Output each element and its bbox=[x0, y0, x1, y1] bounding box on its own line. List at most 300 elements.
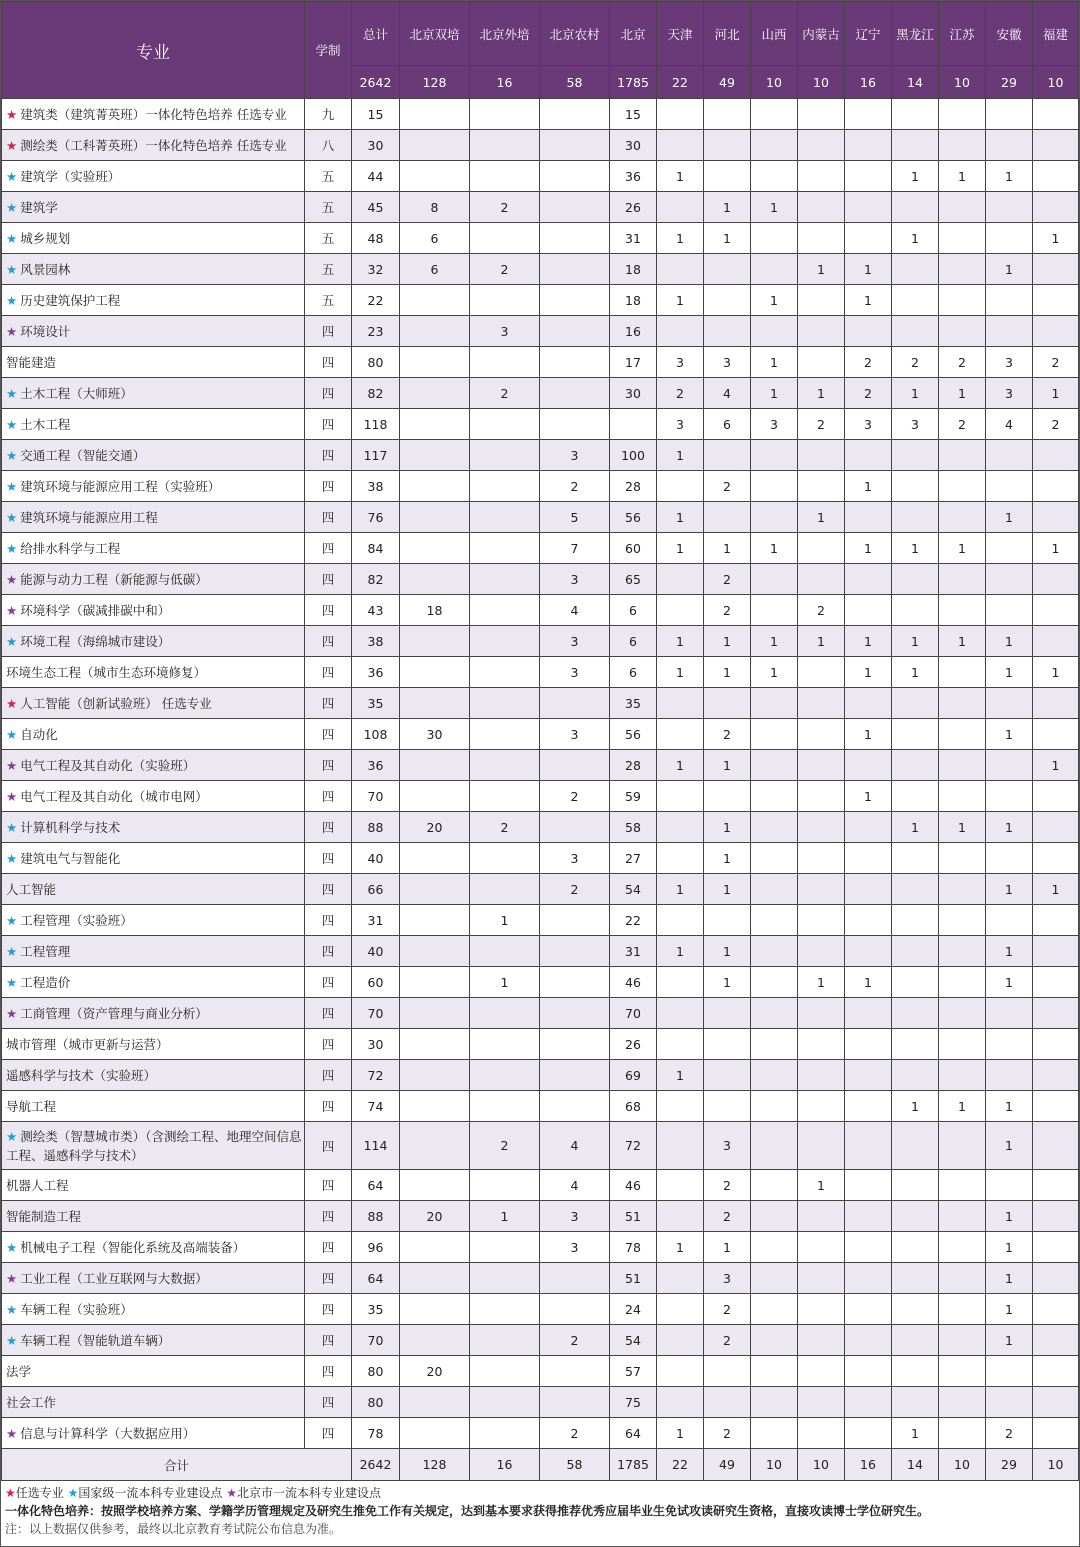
count-cell bbox=[939, 99, 986, 130]
major-name: 智能建造 bbox=[6, 354, 57, 370]
count-cell: 3 bbox=[540, 440, 610, 471]
count-cell: 2 bbox=[470, 192, 540, 223]
table-row bbox=[2, 285, 1079, 316]
major-name: 机器人工程 bbox=[6, 1177, 69, 1193]
count-cell bbox=[540, 998, 610, 1029]
count-cell bbox=[892, 781, 939, 812]
blue-star-icon: ★ bbox=[6, 819, 18, 835]
count-cell bbox=[892, 130, 939, 161]
table-row bbox=[2, 1387, 1079, 1418]
count-cell: 64 bbox=[352, 1170, 400, 1201]
table-row bbox=[2, 254, 1079, 285]
count-cell: 1 bbox=[892, 1418, 939, 1449]
count-cell: 56 bbox=[610, 719, 657, 750]
table-row bbox=[2, 471, 1079, 502]
count-cell bbox=[751, 1356, 798, 1387]
major-name: 法学 bbox=[6, 1363, 32, 1379]
count-cell: 3 bbox=[986, 347, 1033, 378]
table-row bbox=[2, 874, 1079, 905]
count-cell bbox=[892, 316, 939, 347]
major-name: 测绘类（智慧城市类）（含测绘工程、地理空间信息工程、遥感科学与技术） bbox=[6, 1128, 302, 1163]
count-cell: 84 bbox=[352, 533, 400, 564]
count-cell bbox=[1033, 812, 1079, 843]
count-cell: 2 bbox=[939, 347, 986, 378]
purple-star-icon: ★ bbox=[6, 602, 18, 618]
count-cell bbox=[986, 750, 1033, 781]
count-cell: 4 bbox=[540, 1122, 610, 1170]
count-cell bbox=[986, 843, 1033, 874]
count-cell: 18 bbox=[400, 595, 470, 626]
header-col: 河北 bbox=[704, 2, 751, 66]
count-cell bbox=[400, 440, 470, 471]
count-cell bbox=[892, 471, 939, 502]
duration-cell: 四 bbox=[305, 316, 352, 347]
count-cell bbox=[892, 1060, 939, 1091]
table-row bbox=[2, 1029, 1079, 1060]
count-cell bbox=[1033, 1356, 1079, 1387]
count-cell: 1 bbox=[845, 967, 892, 998]
count-cell bbox=[798, 1325, 845, 1356]
count-cell: 2 bbox=[657, 378, 704, 409]
count-cell bbox=[540, 347, 610, 378]
blue-star-icon: ★ bbox=[6, 292, 18, 308]
total-cell: 10 bbox=[1033, 1449, 1079, 1481]
blue-star-icon: ★ bbox=[6, 199, 18, 215]
count-cell bbox=[845, 595, 892, 626]
table-row bbox=[2, 1356, 1079, 1387]
count-cell bbox=[892, 936, 939, 967]
count-cell bbox=[751, 595, 798, 626]
table-row bbox=[2, 99, 1079, 130]
count-cell bbox=[400, 781, 470, 812]
table-row bbox=[2, 719, 1079, 750]
count-cell: 1 bbox=[751, 347, 798, 378]
count-cell: 8 bbox=[400, 192, 470, 223]
table-row bbox=[2, 657, 1079, 688]
count-cell bbox=[798, 316, 845, 347]
count-cell bbox=[751, 1201, 798, 1232]
duration-cell: 五 bbox=[305, 254, 352, 285]
count-cell bbox=[1033, 1170, 1079, 1201]
count-cell bbox=[1033, 626, 1079, 657]
duration-cell: 四 bbox=[305, 1029, 352, 1060]
count-cell: 1 bbox=[704, 874, 751, 905]
count-cell: 32 bbox=[352, 254, 400, 285]
count-cell bbox=[470, 347, 540, 378]
count-cell: 58 bbox=[610, 812, 657, 843]
count-cell bbox=[400, 1060, 470, 1091]
table-row bbox=[2, 936, 1079, 967]
count-cell bbox=[657, 1122, 704, 1170]
count-cell bbox=[939, 781, 986, 812]
count-cell bbox=[939, 1387, 986, 1418]
blue-star-icon: ★ bbox=[6, 974, 18, 990]
count-cell bbox=[939, 1356, 986, 1387]
count-cell bbox=[798, 533, 845, 564]
count-cell bbox=[939, 192, 986, 223]
count-cell bbox=[1033, 1294, 1079, 1325]
count-cell: 74 bbox=[352, 1091, 400, 1122]
header-col: 北京农村 bbox=[540, 2, 610, 66]
header-total: 16 bbox=[470, 66, 540, 99]
count-cell: 1 bbox=[751, 378, 798, 409]
count-cell: 108 bbox=[352, 719, 400, 750]
total-cell: 10 bbox=[751, 1449, 798, 1481]
table-row bbox=[2, 626, 1079, 657]
count-cell: 1 bbox=[704, 936, 751, 967]
blue-star-icon: ★ bbox=[6, 726, 18, 742]
count-cell: 1 bbox=[939, 812, 986, 843]
major-cell bbox=[2, 1356, 305, 1387]
count-cell bbox=[845, 440, 892, 471]
count-cell bbox=[892, 1122, 939, 1170]
count-cell: 3 bbox=[470, 316, 540, 347]
count-cell: 66 bbox=[352, 874, 400, 905]
count-cell bbox=[751, 1387, 798, 1418]
count-cell bbox=[845, 502, 892, 533]
major-name: 建筑学（实验班） bbox=[20, 168, 121, 184]
count-cell bbox=[657, 781, 704, 812]
count-cell bbox=[657, 719, 704, 750]
major-cell bbox=[2, 657, 305, 688]
count-cell: 2 bbox=[704, 1418, 751, 1449]
count-cell bbox=[704, 99, 751, 130]
count-cell bbox=[892, 285, 939, 316]
count-cell bbox=[845, 1091, 892, 1122]
count-cell bbox=[540, 905, 610, 936]
duration-cell: 四 bbox=[305, 1232, 352, 1263]
total-cell: 16 bbox=[845, 1449, 892, 1481]
count-cell bbox=[657, 843, 704, 874]
count-cell: 1 bbox=[986, 657, 1033, 688]
count-cell: 2 bbox=[540, 1325, 610, 1356]
major-cell bbox=[2, 1232, 305, 1263]
count-cell: 1 bbox=[657, 502, 704, 533]
header-total: 22 bbox=[657, 66, 704, 99]
count-cell bbox=[892, 1029, 939, 1060]
blue-star-icon: ★ bbox=[6, 261, 18, 277]
purple-star-icon: ★ bbox=[6, 1005, 18, 1021]
table-row bbox=[2, 750, 1079, 781]
duration-cell: 四 bbox=[305, 874, 352, 905]
count-cell bbox=[892, 440, 939, 471]
count-cell: 1 bbox=[704, 843, 751, 874]
count-cell: 1 bbox=[657, 533, 704, 564]
count-cell: 7 bbox=[540, 533, 610, 564]
count-cell: 2 bbox=[845, 378, 892, 409]
count-cell: 3 bbox=[540, 657, 610, 688]
count-cell: 1 bbox=[657, 440, 704, 471]
count-cell bbox=[845, 1418, 892, 1449]
count-cell: 2 bbox=[540, 781, 610, 812]
count-cell: 82 bbox=[352, 564, 400, 595]
count-cell: 31 bbox=[610, 223, 657, 254]
count-cell bbox=[892, 719, 939, 750]
count-cell bbox=[798, 812, 845, 843]
major-cell bbox=[2, 998, 305, 1029]
count-cell bbox=[892, 843, 939, 874]
count-cell: 56 bbox=[610, 502, 657, 533]
count-cell bbox=[657, 998, 704, 1029]
count-cell bbox=[986, 285, 1033, 316]
major-cell bbox=[2, 1294, 305, 1325]
count-cell: 1 bbox=[751, 285, 798, 316]
count-cell bbox=[845, 192, 892, 223]
count-cell bbox=[540, 1029, 610, 1060]
count-cell bbox=[798, 347, 845, 378]
total-cell: 14 bbox=[892, 1449, 939, 1481]
duration-cell: 四 bbox=[305, 378, 352, 409]
count-cell: 1 bbox=[657, 657, 704, 688]
count-cell: 1 bbox=[798, 967, 845, 998]
count-cell bbox=[798, 130, 845, 161]
major-name: 环境科学（碳减排碳中和） bbox=[20, 602, 171, 618]
count-cell: 64 bbox=[610, 1418, 657, 1449]
count-cell bbox=[751, 1060, 798, 1091]
count-cell bbox=[470, 657, 540, 688]
count-cell bbox=[704, 285, 751, 316]
count-cell: 1 bbox=[657, 285, 704, 316]
count-cell: 51 bbox=[610, 1201, 657, 1232]
count-cell: 2 bbox=[704, 1170, 751, 1201]
count-cell: 30 bbox=[352, 130, 400, 161]
count-cell bbox=[657, 99, 704, 130]
count-cell bbox=[704, 1091, 751, 1122]
count-cell: 1 bbox=[704, 657, 751, 688]
count-cell bbox=[798, 781, 845, 812]
duration-cell: 四 bbox=[305, 936, 352, 967]
count-cell bbox=[657, 595, 704, 626]
major-cell bbox=[2, 874, 305, 905]
table-row bbox=[2, 781, 1079, 812]
major-cell bbox=[2, 595, 305, 626]
count-cell: 3 bbox=[540, 843, 610, 874]
count-cell bbox=[400, 502, 470, 533]
count-cell: 1 bbox=[657, 936, 704, 967]
count-cell: 70 bbox=[352, 998, 400, 1029]
count-cell bbox=[751, 1029, 798, 1060]
count-cell bbox=[540, 161, 610, 192]
count-cell: 46 bbox=[610, 967, 657, 998]
blue-star-icon: ★ bbox=[6, 168, 18, 184]
duration-cell: 四 bbox=[305, 409, 352, 440]
legend-red: 任选专业 bbox=[15, 1486, 64, 1500]
count-cell: 54 bbox=[610, 874, 657, 905]
duration-cell: 四 bbox=[305, 1294, 352, 1325]
count-cell: 1 bbox=[1033, 874, 1079, 905]
count-cell bbox=[400, 1294, 470, 1325]
table-row bbox=[2, 1325, 1079, 1356]
count-cell bbox=[470, 874, 540, 905]
count-cell bbox=[657, 316, 704, 347]
count-cell bbox=[400, 409, 470, 440]
count-cell: 40 bbox=[352, 936, 400, 967]
table-row bbox=[2, 812, 1079, 843]
count-cell bbox=[986, 99, 1033, 130]
count-cell bbox=[1033, 905, 1079, 936]
count-cell bbox=[540, 1060, 610, 1091]
count-cell bbox=[845, 843, 892, 874]
count-cell bbox=[751, 1232, 798, 1263]
count-cell: 6 bbox=[400, 254, 470, 285]
count-cell bbox=[986, 905, 1033, 936]
count-cell bbox=[1033, 936, 1079, 967]
header-duration: 学制 bbox=[305, 2, 352, 99]
count-cell: 1 bbox=[986, 1122, 1033, 1170]
count-cell bbox=[798, 471, 845, 502]
count-cell bbox=[986, 1387, 1033, 1418]
count-cell: 6 bbox=[610, 657, 657, 688]
count-cell bbox=[751, 874, 798, 905]
count-cell bbox=[892, 1170, 939, 1201]
count-cell bbox=[751, 719, 798, 750]
count-cell: 1 bbox=[657, 1232, 704, 1263]
count-cell bbox=[400, 998, 470, 1029]
duration-cell: 五 bbox=[305, 285, 352, 316]
count-cell: 23 bbox=[352, 316, 400, 347]
count-cell: 57 bbox=[610, 1356, 657, 1387]
count-cell bbox=[986, 1170, 1033, 1201]
count-cell bbox=[704, 130, 751, 161]
count-cell bbox=[540, 688, 610, 719]
count-cell: 2 bbox=[798, 595, 845, 626]
count-cell bbox=[892, 254, 939, 285]
blue-star-icon: ★ bbox=[6, 509, 18, 525]
blue-star-icon: ★ bbox=[6, 912, 18, 928]
count-cell: 44 bbox=[352, 161, 400, 192]
duration-cell: 四 bbox=[305, 564, 352, 595]
count-cell bbox=[798, 998, 845, 1029]
count-cell bbox=[986, 440, 1033, 471]
total-cell: 10 bbox=[939, 1449, 986, 1481]
header-total: 10 bbox=[751, 66, 798, 99]
count-cell bbox=[892, 1294, 939, 1325]
legend-integrated-note: 一体化特色培养：按照学校培养方案、学籍学历管理规定及研究生推免工作有关规定，达到基本要求获得推荐优秀应届毕业生免试攻读研究生资格，直接攻读博士学位研究生。 bbox=[5, 1504, 930, 1518]
count-cell: 46 bbox=[610, 1170, 657, 1201]
count-cell bbox=[845, 1122, 892, 1170]
count-cell: 4 bbox=[540, 595, 610, 626]
duration-cell: 五 bbox=[305, 161, 352, 192]
count-cell bbox=[540, 936, 610, 967]
blue-star-icon: ★ bbox=[6, 850, 18, 866]
count-cell: 48 bbox=[352, 223, 400, 254]
count-cell bbox=[1033, 192, 1079, 223]
count-cell: 31 bbox=[352, 905, 400, 936]
count-cell bbox=[1033, 564, 1079, 595]
header-col: 辽宁 bbox=[845, 2, 892, 66]
count-cell bbox=[798, 936, 845, 967]
count-cell bbox=[892, 595, 939, 626]
count-cell bbox=[986, 998, 1033, 1029]
count-cell bbox=[845, 750, 892, 781]
count-cell: 1 bbox=[986, 1294, 1033, 1325]
count-cell bbox=[1033, 1060, 1079, 1091]
count-cell bbox=[1033, 1387, 1079, 1418]
blue-star-icon: ★ bbox=[6, 943, 18, 959]
total-label: 合计 bbox=[2, 1449, 352, 1481]
count-cell: 82 bbox=[352, 378, 400, 409]
duration-cell: 四 bbox=[305, 967, 352, 998]
count-cell bbox=[400, 1091, 470, 1122]
count-cell bbox=[400, 657, 470, 688]
count-cell: 1 bbox=[704, 223, 751, 254]
count-cell: 1 bbox=[798, 626, 845, 657]
count-cell bbox=[798, 1122, 845, 1170]
count-cell bbox=[939, 688, 986, 719]
count-cell: 6 bbox=[610, 595, 657, 626]
count-cell bbox=[470, 223, 540, 254]
count-cell: 80 bbox=[352, 1387, 400, 1418]
count-cell: 28 bbox=[610, 750, 657, 781]
major-cell bbox=[2, 378, 305, 409]
count-cell bbox=[470, 285, 540, 316]
count-cell: 2 bbox=[704, 471, 751, 502]
major-name: 环境设计 bbox=[20, 323, 71, 339]
total-cell: 49 bbox=[704, 1449, 751, 1481]
count-cell bbox=[704, 998, 751, 1029]
count-cell: 35 bbox=[352, 688, 400, 719]
count-cell bbox=[657, 192, 704, 223]
count-cell bbox=[470, 440, 540, 471]
major-cell bbox=[2, 254, 305, 285]
count-cell: 28 bbox=[610, 471, 657, 502]
count-cell bbox=[610, 409, 657, 440]
count-cell: 6 bbox=[704, 409, 751, 440]
count-cell bbox=[751, 967, 798, 998]
count-cell bbox=[1033, 1029, 1079, 1060]
count-cell bbox=[657, 130, 704, 161]
blue-star-icon: ★ bbox=[6, 1128, 18, 1144]
red-star-icon: ★ bbox=[5, 1486, 16, 1500]
count-cell bbox=[657, 254, 704, 285]
major-name: 测绘类（工科菁英班）一体化特色培养 任选专业 bbox=[20, 137, 287, 153]
count-cell bbox=[798, 1356, 845, 1387]
count-cell bbox=[798, 874, 845, 905]
count-cell bbox=[986, 130, 1033, 161]
count-cell bbox=[939, 1418, 986, 1449]
count-cell bbox=[845, 1029, 892, 1060]
count-cell: 3 bbox=[845, 409, 892, 440]
table-row bbox=[2, 843, 1079, 874]
count-cell bbox=[470, 471, 540, 502]
count-cell bbox=[798, 1060, 845, 1091]
count-cell bbox=[892, 688, 939, 719]
duration-cell: 四 bbox=[305, 1122, 352, 1170]
table-row bbox=[2, 161, 1079, 192]
header-col: 天津 bbox=[657, 2, 704, 66]
major-name: 给排水科学与工程 bbox=[20, 540, 121, 556]
count-cell: 1 bbox=[704, 812, 751, 843]
count-cell bbox=[798, 719, 845, 750]
count-cell: 17 bbox=[610, 347, 657, 378]
count-cell bbox=[470, 1418, 540, 1449]
count-cell bbox=[400, 967, 470, 998]
count-cell: 1 bbox=[845, 719, 892, 750]
count-cell bbox=[540, 409, 610, 440]
count-cell: 3 bbox=[986, 378, 1033, 409]
red-star-icon: ★ bbox=[6, 695, 18, 711]
major-cell bbox=[2, 285, 305, 316]
header-total: 10 bbox=[939, 66, 986, 99]
major-name: 建筑环境与能源应用工程 bbox=[20, 509, 158, 525]
table-row bbox=[2, 905, 1079, 936]
duration-cell: 九 bbox=[305, 99, 352, 130]
count-cell bbox=[540, 285, 610, 316]
header-col: 福建 bbox=[1033, 2, 1079, 66]
count-cell bbox=[939, 1325, 986, 1356]
count-cell bbox=[751, 564, 798, 595]
blue-star-icon: ★ bbox=[6, 447, 18, 463]
